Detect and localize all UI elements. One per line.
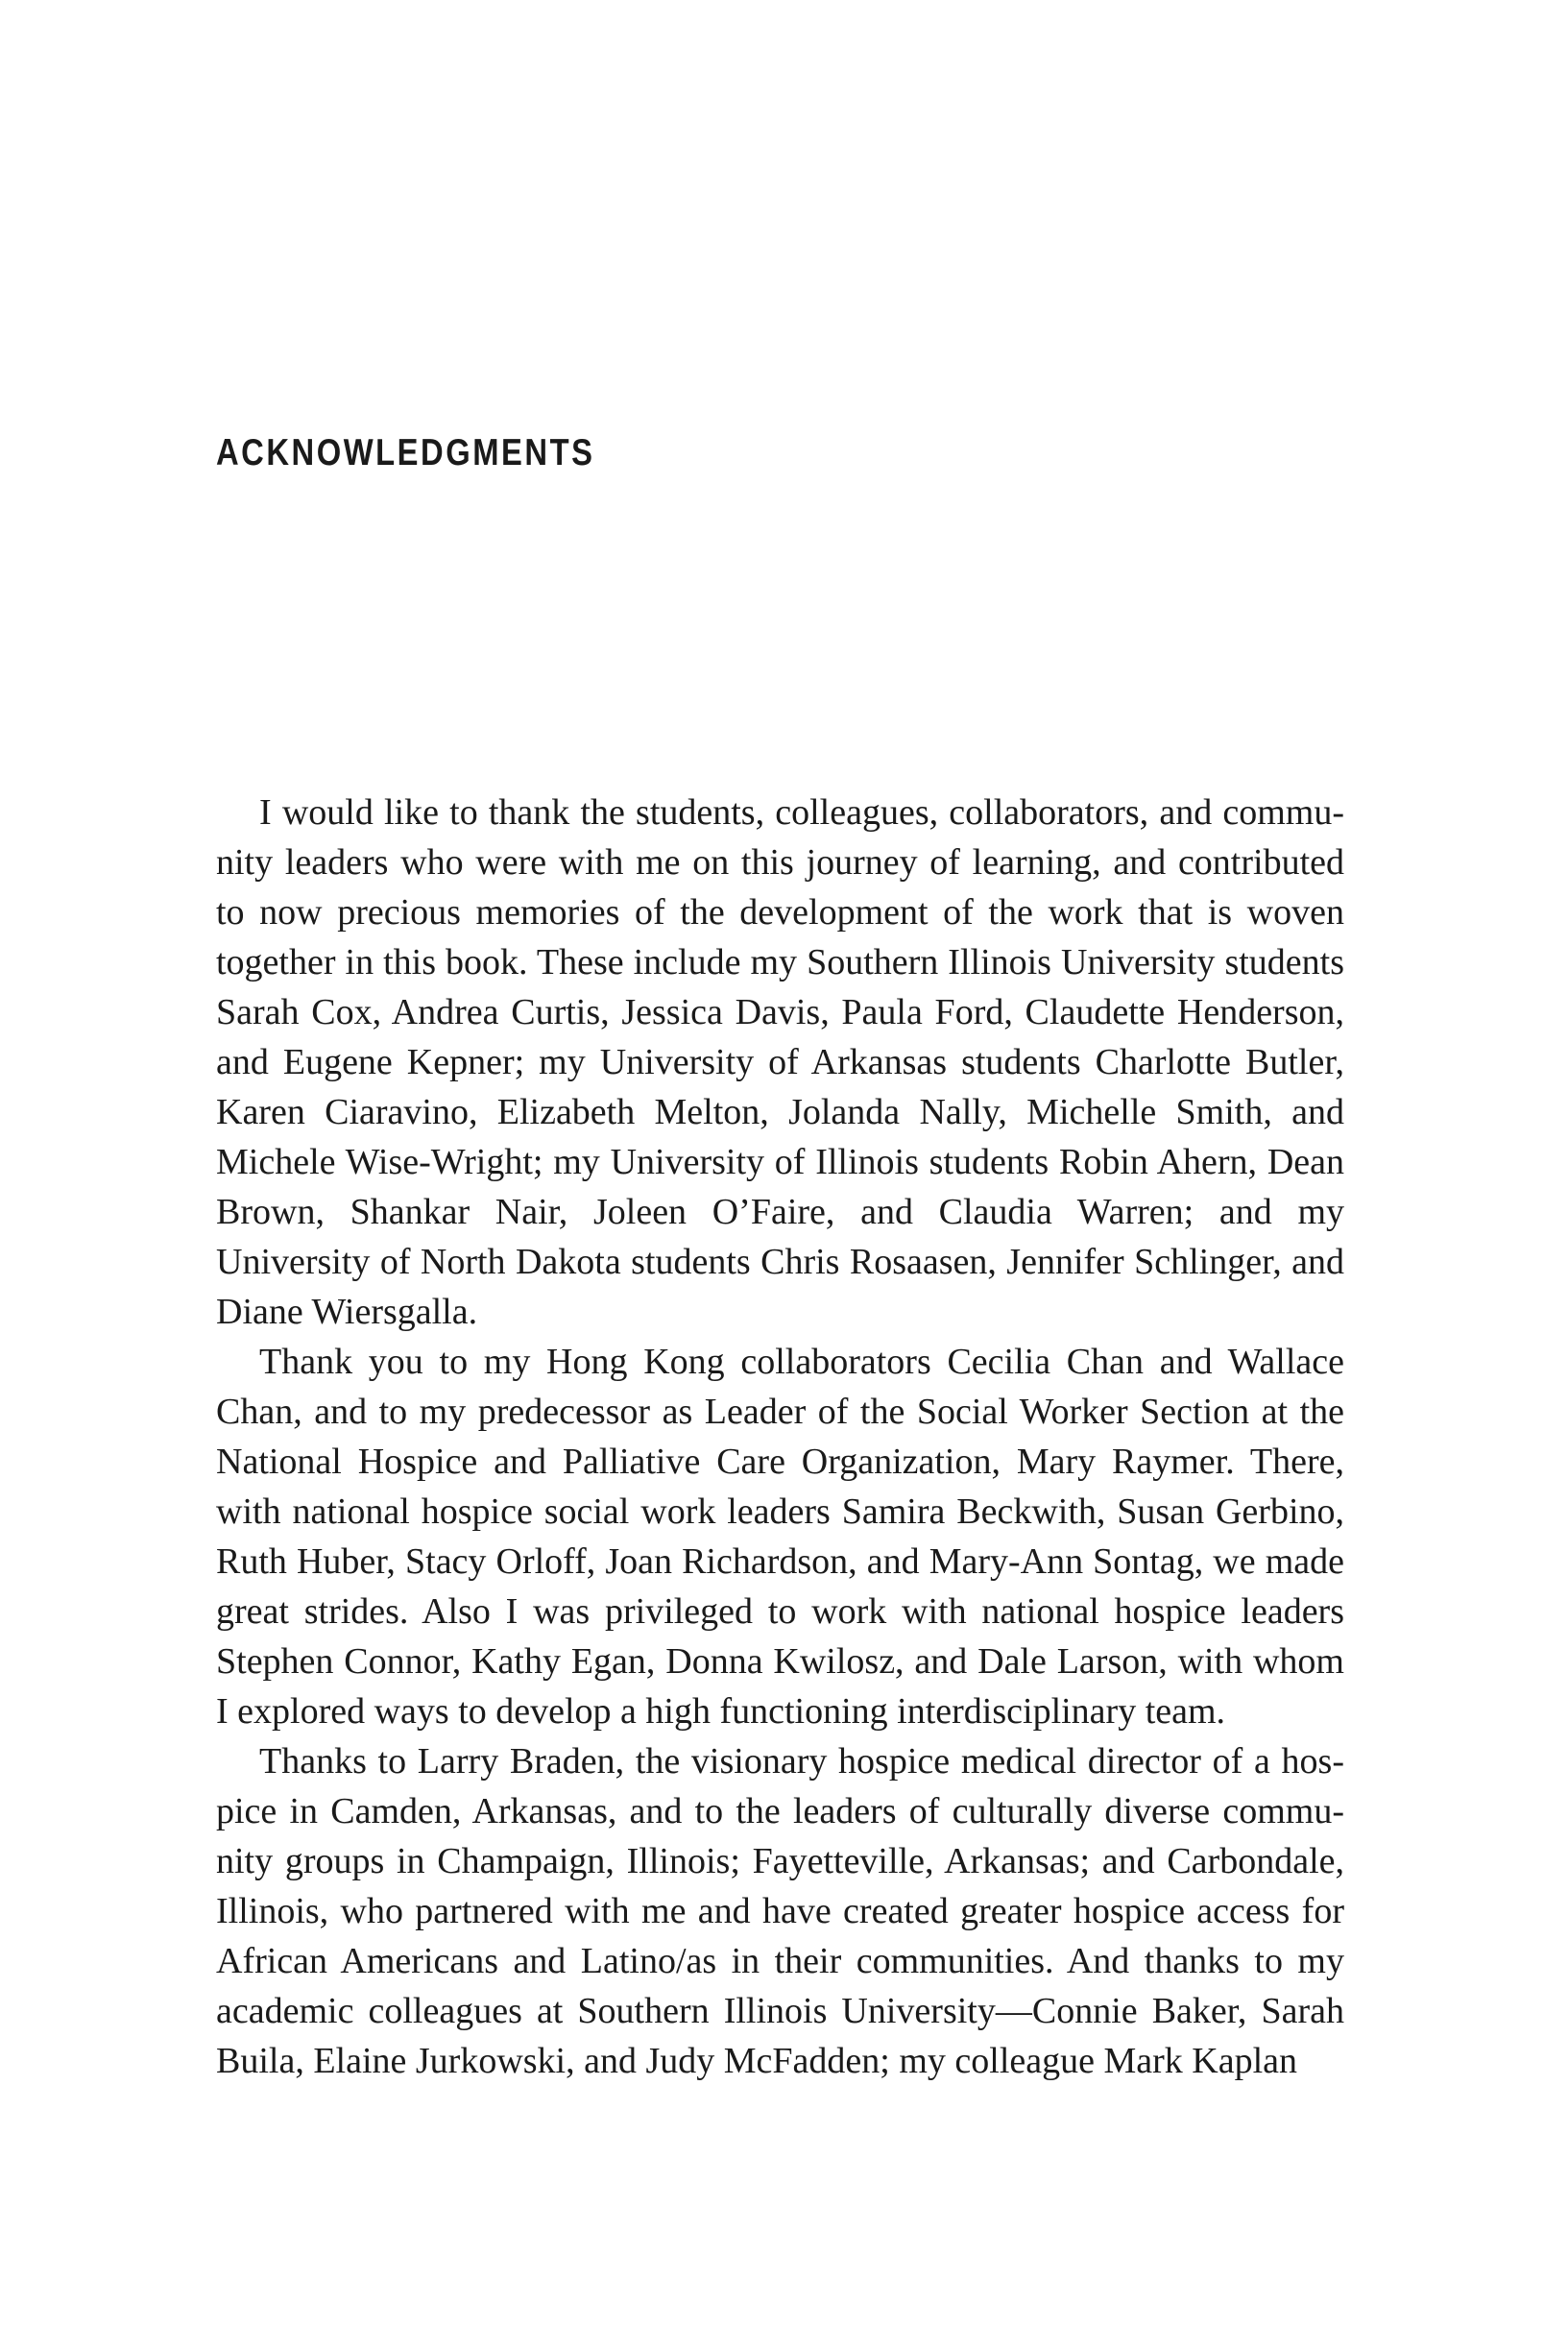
chapter-heading: ACKNOWLEDGMENTS	[216, 432, 595, 473]
paragraph: Thanks to Larry Braden, the visionary hospice medical director of a hospice in Camden, Arkansas, and to the leaders of culturally diverse community groups in Champaign, Illinois; Fayetteville, Arkansas; and Carbondale, Illinois, who partnered with me and have created greater hospice access for African Americans and Latino/as in their communities. And thanks to my academic colleagues at Southern Illinois University—Connie Baker, Sarah Buila, Elaine Jurkowski, and Judy McFadden; my colleague Mark Kaplan	[216, 1741, 1344, 2081]
paragraph: I would like to thank the students, colleagues, collaborators, and community leaders who were with me on this journey of learning, and contributed to now precious memories of the development of the work that is woven together in this book. These include my Southern Illinois University students Sarah Cox, Andrea Curtis, Jessica Davis, Paula Ford, Claudette Henderson, and Eugene Kepner; my University of Arkansas students Charlotte Butler, Karen Ciaravino, Elizabeth Melton, Jolanda Nally, Michelle Smith, and Michele Wise-Wright; my University of Illinois students Robin Ahern, Dean Brown, Shankar Nair, Joleen O’Faire, and Claudia Warren; and my University of North Dakota students Chris Rosaasen, Jennifer Schlinger, and Diane Wiersgalla.	[216, 792, 1344, 1332]
paragraph: Thank you to my Hong Kong collaborators Cecilia Chan and Wallace Chan, and to my predecessor as Leader of the Social Worker Section at the National Hospice and Palliative Care Organization, Mary Raymer. There, with national hospice social work leaders Samira Beckwith, Susan Gerbino, Ruth Huber, Stacy Orloff, Joan Richardson, and Mary-Ann Sontag, we made great strides. Also I was privileged to work with national hospice leaders Stephen Connor, Kathy Egan, Donna Kwilosz, and Dale Larson, with whom I explored ways to develop a high functioning interdisciplinary team.	[216, 1342, 1344, 1732]
acknowledgments-body	[216, 788, 1344, 2086]
